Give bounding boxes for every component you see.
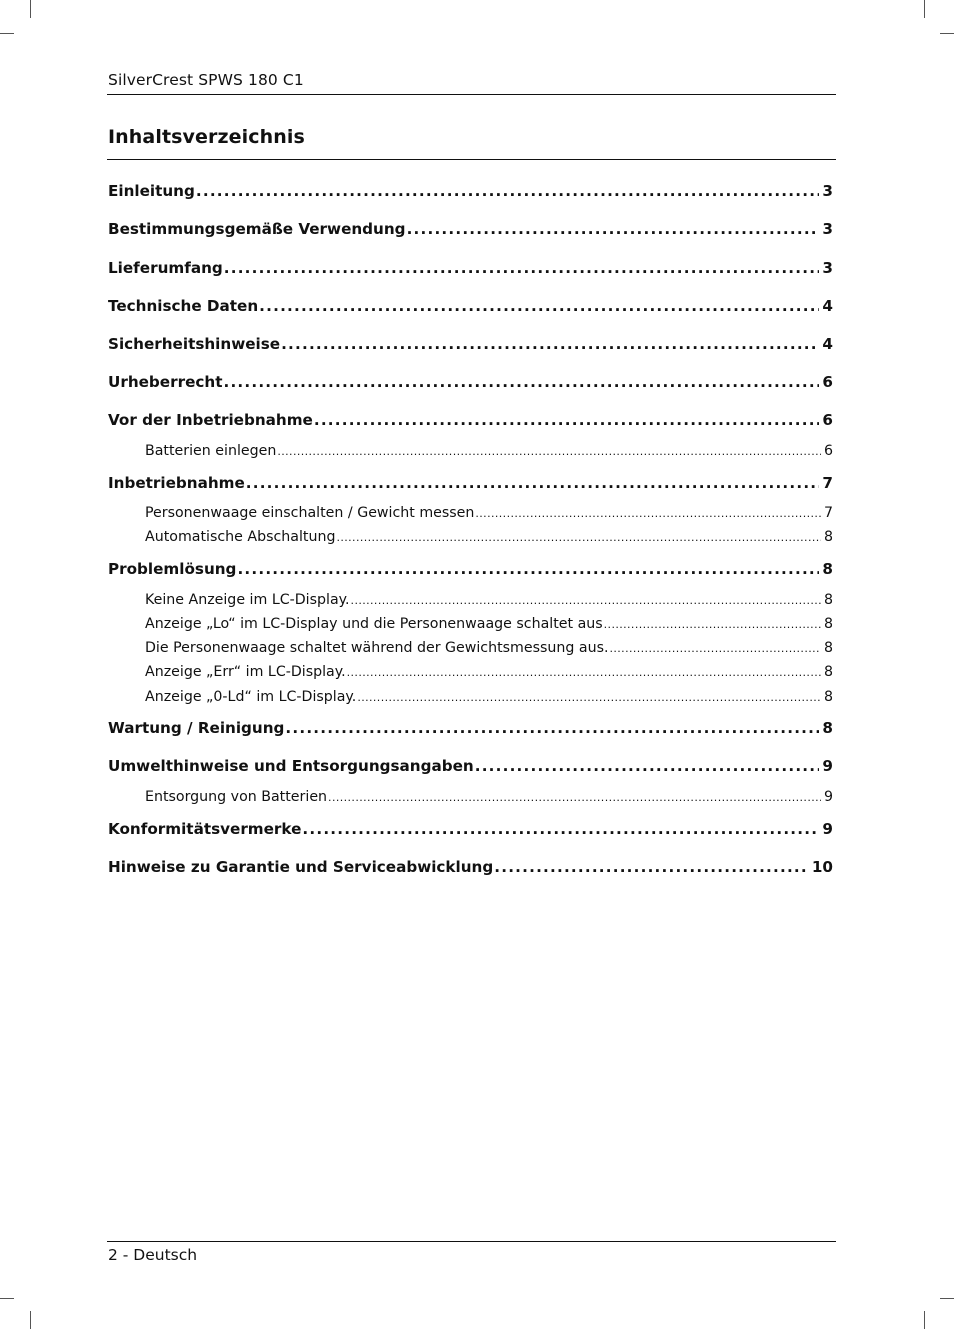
toc-entry-page: 8 [823, 529, 833, 545]
toc-entry-label: Entsorgung von Batterien [145, 789, 328, 805]
toc-entry[interactable] [108, 297, 833, 315]
toc-entry-label: Anzeige „0-Ld“ im LC-Display. [145, 689, 357, 705]
toc-entry-page: 9 [823, 789, 833, 805]
toc-subentry[interactable] [145, 664, 833, 680]
toc-entry[interactable] [108, 474, 833, 492]
toc-entry-page: 6 [823, 443, 833, 459]
toc-leader-dots [196, 182, 820, 200]
toc-entry[interactable] [108, 820, 833, 838]
toc-entry-page: 3 [822, 220, 833, 238]
toc-leader-dots [475, 757, 820, 775]
crop-mark [30, 1311, 31, 1329]
running-header: SilverCrest SPWS 180 C1 [108, 71, 304, 89]
toc-entry-page: 8 [822, 719, 833, 737]
toc-entry[interactable] [108, 335, 833, 353]
toc-entry-page: 10 [811, 858, 833, 876]
toc-entry[interactable] [108, 411, 833, 429]
toc-leader-dots [357, 691, 821, 704]
toc-entry-page: 8 [822, 560, 833, 578]
toc-entry-label: Keine Anzeige im LC-Display. [145, 592, 350, 608]
toc-leader-dots [224, 259, 820, 277]
footer-divider [107, 1241, 836, 1242]
toc-leader-dots [314, 411, 820, 429]
toc-leader-dots [494, 858, 809, 876]
page-number-footer: 2 - Deutsch [108, 1246, 198, 1264]
toc-leader-dots [259, 297, 819, 315]
toc-entry-label: Bestimmungsgemäße Verwendung [108, 220, 406, 238]
toc-entry-page: 8 [823, 616, 833, 632]
toc-entry-page: 4 [822, 297, 833, 315]
toc-entry-page: 6 [822, 411, 833, 429]
toc-entry[interactable] [108, 757, 833, 775]
crop-mark [30, 0, 31, 18]
toc-leader-dots [475, 507, 821, 520]
toc-entry-page: 6 [822, 373, 833, 391]
toc-entry-label: Vor der Inbetriebnahme [108, 411, 313, 429]
toc-entry-page: 7 [823, 505, 833, 521]
toc-entry-page: 9 [822, 757, 833, 775]
toc-leader-dots [281, 335, 819, 353]
toc-leader-dots [604, 618, 821, 631]
toc-leader-dots [609, 642, 820, 655]
toc-subentry[interactable] [145, 789, 833, 805]
toc-leader-dots [347, 666, 821, 679]
toc-entry-label: Einleitung [108, 182, 195, 200]
toc-entry[interactable] [108, 373, 833, 391]
toc-entry-label: Hinweise zu Garantie und Serviceabwicklung [108, 858, 494, 876]
toc-entry[interactable] [108, 259, 833, 277]
toc-entry-page: 3 [822, 259, 833, 277]
toc-entry[interactable] [108, 220, 833, 238]
crop-mark [924, 0, 925, 18]
toc-entry[interactable] [108, 719, 833, 737]
crop-mark [924, 1311, 925, 1329]
toc-leader-dots [223, 373, 819, 391]
toc-entry-label: Sicherheitshinweise [108, 335, 281, 353]
toc-entry-label: Urheberrecht [108, 373, 223, 391]
page-title: Inhaltsverzeichnis [108, 126, 305, 148]
toc-leader-dots [277, 445, 821, 458]
toc-leader-dots [407, 220, 820, 238]
toc-leader-dots [328, 791, 821, 804]
toc-entry[interactable] [108, 182, 833, 200]
toc-entry-label: Wartung / Reinigung [108, 719, 285, 737]
toc-subentry[interactable] [145, 505, 833, 521]
crop-mark [0, 1298, 14, 1299]
toc-subentry[interactable] [145, 443, 833, 459]
toc-entry-page: 8 [823, 592, 833, 608]
toc-entry[interactable] [108, 560, 833, 578]
toc-subentry[interactable] [145, 592, 833, 608]
toc-entry-page: 9 [822, 820, 833, 838]
toc-leader-dots [336, 531, 821, 544]
toc-entry-label: Umwelthinweise und Entsorgungsangaben [108, 757, 474, 775]
toc-entry-label: Die Personenwaage schaltet während der Gewichtsmessung aus. [145, 640, 609, 656]
toc-leader-dots [237, 560, 819, 578]
toc-entry-label: Batterien einlegen [145, 443, 277, 459]
toc-entry-page: 8 [823, 640, 833, 656]
toc-subentry[interactable] [145, 529, 833, 545]
toc-entry-label: Anzeige „Err“ im LC-Display. [145, 664, 346, 680]
toc-leader-dots [351, 594, 821, 607]
toc-entry-label: Technische Daten [108, 297, 259, 315]
toc-entry-label: Anzeige „Lo“ im LC-Display und die Personenwaage schaltet aus [145, 616, 603, 632]
title-divider [107, 159, 836, 160]
toc-subentry[interactable] [145, 640, 833, 656]
toc-entry-page: 7 [822, 474, 833, 492]
toc-entry-label: Automatische Abschaltung [145, 529, 336, 545]
toc-entry-label: Konformitätsvermerke [108, 820, 302, 838]
toc-entry[interactable] [108, 858, 833, 876]
toc-leader-dots [285, 719, 819, 737]
toc-entry-label: Lieferumfang [108, 259, 223, 277]
toc-entry-page: 3 [822, 182, 833, 200]
toc-entry-page: 4 [822, 335, 833, 353]
crop-mark [0, 33, 14, 34]
header-divider [107, 94, 836, 95]
crop-mark [940, 33, 954, 34]
toc-leader-dots [302, 820, 819, 838]
toc-subentry[interactable] [145, 689, 833, 705]
toc-entry-label: Problemlösung [108, 560, 237, 578]
toc-entry-label: Personenwaage einschalten / Gewicht messen [145, 505, 475, 521]
toc-entry-page: 8 [823, 664, 833, 680]
toc-leader-dots [246, 474, 820, 492]
crop-mark [940, 1298, 954, 1299]
toc-entry-label: Inbetriebnahme [108, 474, 245, 492]
toc-entry-page: 8 [823, 689, 833, 705]
toc-subentry[interactable] [145, 616, 833, 632]
